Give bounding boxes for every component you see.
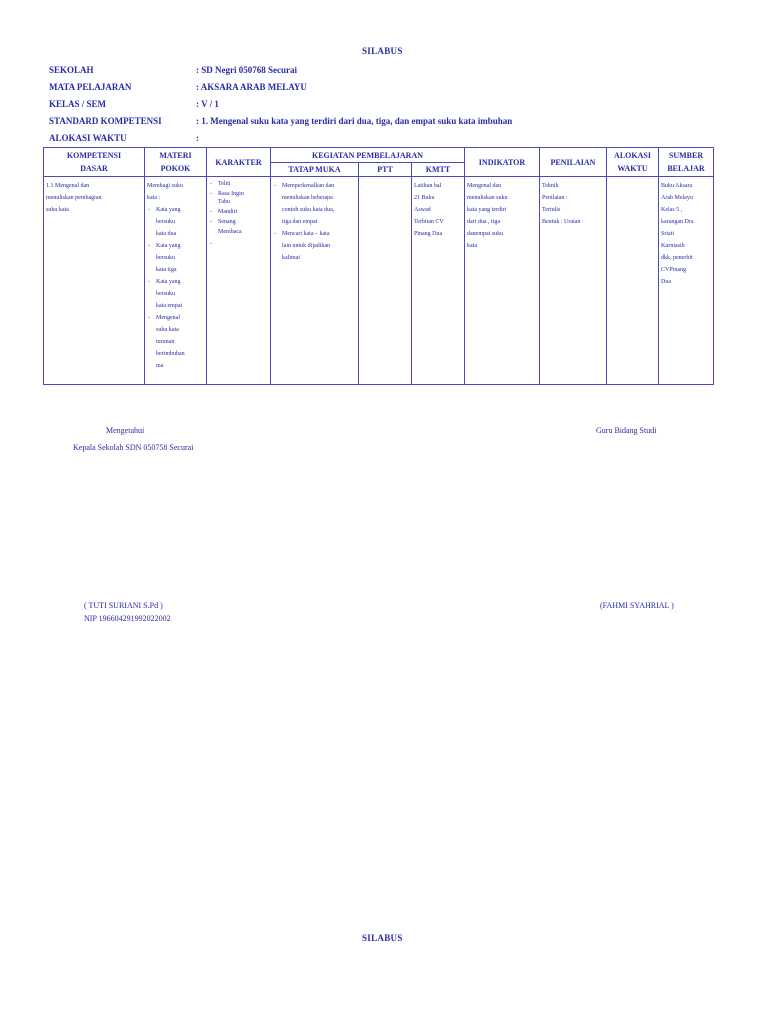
materi-intro-line: Membagi suku	[147, 183, 183, 189]
meta-value-sekolah: : SD Negri 050768 Securai	[196, 65, 297, 75]
list-item	[273, 228, 356, 264]
sumber-line: Kelas 5 ,	[661, 207, 683, 213]
cell-kompetensi	[44, 177, 145, 385]
sumber-line: Kurniasih	[661, 243, 685, 249]
cell-ptt	[359, 177, 412, 385]
materi-item-line: suku kata	[156, 327, 179, 333]
karakter-item-line: Membaca	[218, 229, 242, 235]
materi-item-line: - Kata yang	[156, 279, 181, 285]
meta-label-mata-pelajaran: MATA PELAJARAN	[49, 82, 132, 92]
cell-karakter	[207, 177, 271, 385]
header-alokasi-line1: ALOKASI	[614, 151, 651, 160]
header-sumber-line1: SUMBER	[668, 151, 704, 160]
sumber-line: dkk, penerbit	[661, 255, 693, 261]
header-alokasi-waktu	[607, 148, 659, 177]
meta-value-alokasi-waktu: :	[196, 133, 199, 143]
kepala-sekolah-name: ( TUTI SURIANI S.Pd )	[84, 601, 163, 610]
header-indikator: INDIKATOR	[465, 148, 540, 177]
header-karakter: KARAKTER	[207, 148, 271, 177]
tatap-muka-item-line: kalimat	[282, 255, 300, 261]
indikator-line: dari dua , tiga	[467, 219, 500, 225]
materi-item-line: ma	[156, 363, 164, 369]
header-materi-line2: POKOK	[160, 164, 191, 173]
materi-item-line: - Kata yang	[156, 207, 181, 213]
cell-alokasi	[607, 177, 659, 385]
materi-item-line: bersuku	[156, 255, 175, 261]
mengetahui-label: Mengetahui	[106, 426, 145, 435]
penilaian-line: Bentuk : Uraian	[542, 219, 581, 225]
header-materi-pokok	[145, 148, 207, 177]
sumber-line: Buku Aksara	[661, 183, 693, 189]
header-sumber-belajar	[659, 148, 714, 177]
page-title: SILABUS	[362, 46, 403, 56]
header-kompetensi-dasar	[44, 148, 145, 177]
header-kompetensi-line1: KOMPETENSI	[66, 151, 122, 160]
tatap-muka-item-line: - Mencari kata – kata	[282, 231, 330, 237]
materi-item-line: bersuku	[156, 291, 175, 297]
guru-bidang-studi-title: Guru Bidang Studi	[596, 426, 657, 435]
kompetensi-line: suku kata	[46, 207, 69, 213]
cell-sumber	[659, 177, 714, 385]
list-item	[209, 208, 268, 216]
materi-item-line: bersuku	[156, 219, 175, 225]
list-item	[147, 312, 204, 372]
header-materi-line1: MATERI	[159, 151, 192, 160]
meta-value-kelas: : V / 1	[196, 99, 219, 109]
kmtt-line: Pinang Dua	[414, 231, 443, 237]
kmtt-line: Terbitan CV	[414, 219, 444, 225]
karakter-item-line: - Mandiri	[218, 209, 238, 215]
penilaian-line: Tertulis	[542, 207, 561, 213]
meta-label-standard-kompetensi: STANDARD KOMPETENSI	[49, 116, 162, 126]
list-item	[147, 276, 204, 312]
indikator-line: danempat suku	[467, 231, 504, 237]
cell-kmtt	[412, 177, 465, 385]
header-sumber-line2: BELAJAR	[667, 164, 705, 173]
materi-item-line: kata tiga	[156, 267, 177, 273]
meta-value-mata-pelajaran: : AKSARA ARAB MELAYU	[196, 82, 307, 92]
list-item	[147, 204, 204, 240]
materi-item-line: berimbuhan	[156, 351, 185, 357]
meta-label-sekolah: SEKOLAH	[49, 65, 94, 75]
header-alokasi-line2: WAKTU	[617, 164, 648, 173]
tatap-muka-item-line: contoh suku kata dua,	[282, 207, 335, 213]
list-item	[209, 190, 268, 206]
meta-value-standard-kompetensi: : 1. Mengenal suku kata yang terdiri dari dua, tiga, dan empat suku kata imbuhan	[196, 116, 513, 126]
sumber-line: Sriati	[661, 231, 674, 237]
karakter-item-line: Tahu	[218, 199, 230, 205]
kompetensi-line: menuliskan pembagian	[46, 195, 102, 201]
header-ptt: PTT	[359, 163, 412, 177]
sumber-line: CVPinang	[661, 267, 687, 273]
materi-item-line: - Mengenal	[156, 315, 180, 321]
list-item	[273, 180, 356, 228]
meta-label-kelas: KELAS / SEM	[49, 99, 107, 109]
penilaian-line: Teknik	[542, 183, 559, 189]
karakter-list	[209, 180, 268, 238]
indikator-line: Mengenal dan	[467, 183, 502, 189]
cell-materi	[145, 177, 207, 385]
list-item	[209, 180, 268, 188]
header-penilaian: PENILAIAN	[540, 148, 607, 177]
tatap-muka-list	[273, 180, 356, 264]
table-row	[44, 177, 714, 385]
header-kegiatan-pembelajaran: KEGIATAN PEMBELAJARAN	[271, 148, 465, 163]
sumber-line: Arab Melayu	[661, 195, 693, 201]
kompetensi-line: 1.1 Mengenal dan	[46, 183, 90, 189]
penilaian-line: Penilaian :	[542, 195, 568, 201]
kmtt-line: 21 Buku	[414, 195, 435, 201]
materi-intro-line: kata :	[147, 195, 161, 201]
list-item	[209, 218, 268, 238]
kmtt-line: Latihan hal	[414, 183, 442, 189]
list-item	[147, 240, 204, 276]
materi-item-line: turunan	[156, 339, 175, 345]
tatap-muka-item-line: - Memperkenalkan dan	[282, 183, 335, 189]
silabus-table	[43, 147, 714, 385]
meta-label-alokasi-waktu: ALOKASI WAKTU	[49, 133, 127, 143]
footer-title: SILABUS	[362, 933, 403, 943]
materi-item-line: kata dua	[156, 231, 177, 237]
materi-item-line: - Kata yang	[156, 243, 181, 249]
materi-list	[147, 204, 204, 372]
cell-indikator	[465, 177, 540, 385]
indikator-line: kata	[467, 243, 477, 249]
karakter-item-line: - Rasa Ingin	[218, 191, 244, 197]
guru-name: (FAHMI SYAHRIAL )	[600, 601, 674, 610]
indikator-line: kata yang terdiri	[467, 207, 507, 213]
cell-penilaian	[540, 177, 607, 385]
header-kompetensi-line2: DASAR	[80, 164, 108, 173]
sumber-line: Dua	[661, 279, 671, 285]
tatap-muka-item-line: lain untuk dijadikan	[282, 243, 330, 249]
karakter-item-line: - Senang	[218, 219, 236, 225]
kepala-sekolah-nip: NIP 196604291992022002	[84, 614, 171, 623]
tatap-muka-item-line: menuliskan beberapa	[282, 195, 333, 201]
tatap-muka-item-line: tiga dan empat	[282, 219, 318, 225]
karakter-item-line: - Teliti	[218, 181, 231, 187]
header-kmtt: KMTT	[412, 163, 465, 177]
materi-item-line: kata empat	[156, 303, 183, 309]
sumber-line: karangan Dra	[661, 219, 694, 225]
cell-tatap-muka	[271, 177, 359, 385]
indikator-line: menuliskan suku	[467, 195, 508, 201]
kmtt-line: Aswad	[414, 207, 431, 213]
kepala-sekolah-title: Kepala Sekolah SDN 050758 Securai	[73, 443, 194, 452]
header-tatap-muka: TATAP MUKA	[271, 163, 359, 177]
